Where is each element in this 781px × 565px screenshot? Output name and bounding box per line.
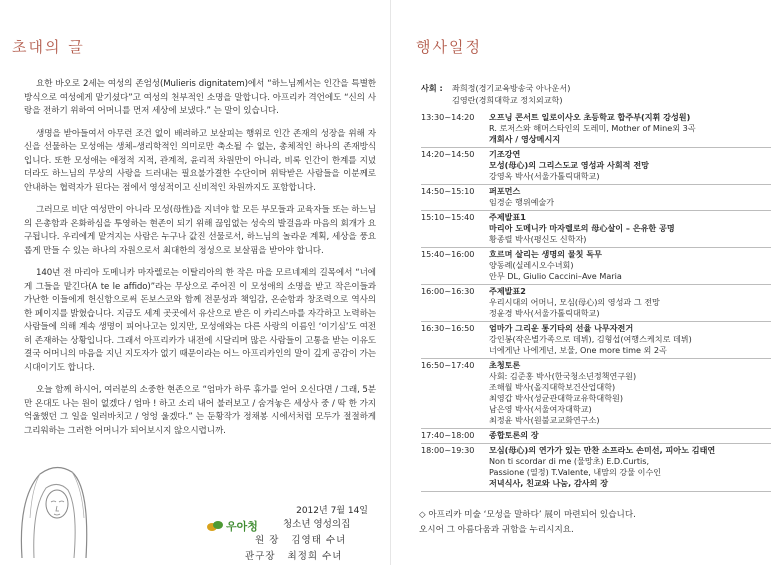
schedule-time: 15:40~16:00 bbox=[421, 249, 475, 259]
schedule-time: 16:50~17:40 bbox=[421, 360, 475, 370]
schedule-line: 너에게난 나에게넌, 보물, One more time 외 2곡 bbox=[489, 345, 667, 355]
invitation-paragraph: 그러므로 비단 여성만이 아니라 모성(母性)을 지녀야 할 모든 부모들과 교육자들 또는 하느님의 은총함과 온화하심을 투영하는 현존이 되기 위해 끊임없는 성숙의 발걸음과 마음의 회개가 요구됩니다. 우리에게 맡겨지는 사람은 누구나 값진 선물로서, 하느님의 놀라운 계획, 세상을 풍요롭게 만들 수 있는 하나의 자원으로서 최대한의 정성으로 보살핌을 받아야 합니다. bbox=[24, 205, 376, 256]
schedule-line: 정윤경 박사(서울가톨릭대학교) bbox=[489, 308, 600, 318]
schedule-entry bbox=[421, 322, 771, 359]
schedule-line: 모심(母心)의 연가가 있는 만찬 소프라노 손미선, 피아노 김태연 bbox=[489, 445, 716, 455]
schedule-entry bbox=[421, 444, 771, 492]
schedule-line: 주제발표2 bbox=[489, 286, 526, 296]
schedule-line: 황종렬 박사(평신도 신학자) bbox=[489, 234, 587, 244]
schedule-line: 마리아 도메니카 마자렐로의 母心살이 – 은유한 공명 bbox=[489, 223, 675, 233]
schedule-entry bbox=[421, 285, 771, 322]
schedule-details bbox=[489, 212, 771, 245]
letter-date: 2012년 7월 14일 bbox=[296, 506, 368, 516]
schedule-time: 15:10~15:40 bbox=[421, 212, 475, 222]
signature-provincial bbox=[245, 548, 342, 562]
moderator-line bbox=[421, 94, 771, 106]
schedule-line: 초청토론 bbox=[489, 360, 521, 370]
note-line: ◇ 아프리카 미술 ‘모성을 말하다’ 展이 마련되어 있습니다. bbox=[419, 510, 636, 520]
signature-role: 원 장 bbox=[255, 535, 280, 546]
schedule-details bbox=[489, 360, 771, 426]
invitation-page bbox=[0, 0, 390, 565]
schedule-details bbox=[489, 445, 771, 489]
program-page bbox=[391, 0, 781, 565]
moderator-name: 김영란(경희대학교 정치외교학) bbox=[452, 95, 563, 105]
schedule-details bbox=[489, 112, 771, 145]
schedule-details bbox=[489, 186, 771, 208]
schedule-line: 종합토론의 장 bbox=[489, 430, 539, 440]
schedule bbox=[421, 82, 771, 492]
invitation-paragraph: 140년 전 마리아 도메니카 마자렐로는 이탈리아의 한 작은 마을 모르네제의 길목에서 “너에게 그들을 맡긴다(A te le affido)”라는 무상으로 주어진 이 모성애의 소명을 받고 작은이들과 가난한 이들에게 헌신함으로써 돈보스코와 함께 전문성과 책임감, 온순함과 창조력으로 역사의 한 페이지를 밝혔습니다. 지금도 세계 곳곳에서 유산으로 받은 이 카리스마를 자각하고 노력하는 사람들에 의해 계속 생명이 피어나고는 있지만, 모성애와는 다른 사랑의 이름인 ‘이기심’도 여전히 존재하는 상황입니다. 그래서 아프리카가 내전에 시달리며 많은 사람들이 고통을 받는 이유도 결국 어머니의 마음을 지닌 지도자가 없기 때문이라는 어느 아프리카인의 말이 깊게 공감이 가는 시대이기도 합니다. bbox=[24, 268, 376, 373]
logo-wordmark: 우아청 bbox=[226, 520, 258, 533]
schedule-line: 남은영 박사(서울여자대학교) bbox=[489, 404, 592, 414]
schedule-line: 저녁식사, 친교와 나눔, 감사의 장 bbox=[489, 478, 609, 488]
note-line: 오시어 그 아름다움과 귀함을 누리시지요. bbox=[419, 525, 574, 535]
invitation-paragraph: 요한 바오로 2세는 여성의 존엄성(Mulieris dignitatem)에서 “하느님께서는 인간을 특별한 방식으로 여성에게 맡기셨다”고 여성의 천부적인 소명을 말합니다. 아프리카 격언에도 “신의 사랑을 전하기 위하여 어머니를 먼저 세상에 보냈다.” 는 말이 있습니다. bbox=[24, 79, 376, 116]
schedule-time: 13:30~14:20 bbox=[421, 112, 475, 122]
schedule-line: 엄마가 그리운 통기타의 선율 나무자전거 bbox=[489, 323, 634, 333]
schedule-details bbox=[489, 249, 771, 282]
moderator-line bbox=[421, 82, 771, 94]
exhibition-note bbox=[419, 508, 636, 538]
mother-portrait-illustration bbox=[12, 458, 98, 560]
schedule-time: 14:50~15:10 bbox=[421, 186, 475, 196]
schedule-line: 조해월 박사(올지대학보건산업대학) bbox=[489, 382, 616, 392]
schedule-time: 18:00~19:30 bbox=[421, 445, 475, 455]
invitation-paragraph: 오늘 함께 하시어, 여러분의 소중한 현존으로 “엄마가 하루 휴가를 얻어 오신다면 / 그래, 5분만 온대도 나는 원이 없겠다 / 엄마 ! 하고 소리 내어 불러보고 / 숨겨놓은 세상사 중 / 딱 한 가지 억울했던 그 일을 일러바치고 / 엉엉 울겠다.” 는 둔황작가 정채봉 시에서처럼 모두가 절절하게 그리워하는 그러한 어머니가 되어보시지 않으시렵니까. bbox=[24, 385, 376, 436]
schedule-time: 16:30~16:50 bbox=[421, 323, 475, 333]
schedule-line: 퍼포먼스 bbox=[489, 186, 521, 196]
schedule-line: 기조강연 bbox=[489, 149, 521, 159]
schedule-details bbox=[489, 430, 771, 441]
signature-role: 관구장 bbox=[245, 551, 276, 562]
schedule-line: 강영옥 박사(서울가톨릭대학교) bbox=[489, 171, 600, 181]
schedule-entry bbox=[421, 248, 771, 285]
schedule-list bbox=[421, 111, 771, 492]
schedule-time: 16:00~16:30 bbox=[421, 286, 475, 296]
schedule-line: 강인봉(작은별가족으로 데뷔), 김형섭(여행스케치로 데뷔) bbox=[489, 334, 692, 344]
schedule-entry bbox=[421, 185, 771, 211]
schedule-line: 우리시대의 어머니, 모심(母心)의 영성과 그 전망 bbox=[489, 297, 660, 307]
program-heading: 행사일정 bbox=[416, 38, 482, 56]
schedule-line: 모성(母心)의 그리스도교 영성과 사회적 전망 bbox=[489, 160, 649, 170]
signature-name: 최정희 수녀 bbox=[287, 551, 343, 562]
schedule-line: 안무 DL, Giulio Caccini–Ave Maria bbox=[489, 271, 622, 281]
organization-logo bbox=[206, 518, 258, 534]
schedule-line: 양동례(실레시오수녀회) bbox=[489, 260, 574, 270]
schedule-time: 17:40~18:00 bbox=[421, 430, 475, 440]
schedule-details bbox=[489, 323, 771, 356]
leaf-logo-icon bbox=[206, 519, 224, 533]
schedule-entry bbox=[421, 429, 771, 444]
schedule-line: 최영갑 박사(성균관대학교유학대학원) bbox=[489, 393, 623, 403]
signature-name: 김영태 수녀 bbox=[291, 535, 347, 546]
schedule-line: 임경순 행위예술가 bbox=[489, 197, 555, 207]
schedule-line: Non ti scordar di me (물망초) E.D.Curtis, bbox=[489, 456, 650, 466]
invitation-paragraph: 생명을 받아들여서 아무런 조건 없이 배려하고 보살피는 행위로 인간 존재의 성장을 위해 자신을 선물하는 모성애는 생체–생리학적인 의미로만 축소될 수 없는, 총체적인 하나의 존재방식입니다. 또한 모성애는 애정적 지적, 관계적, 윤리적 차원만이 아니라, 비록 인간이 한계를 지녔더라도 하느님의 무상의 사랑을 드러내는 필요불가결한 수단이며 위탁받은 사람들을 이분께로 안내하는 협력자가 된다는 점에서 영성적이고 신비적인 차원까지도 포함합니다. bbox=[24, 128, 376, 193]
schedule-entry bbox=[421, 359, 771, 429]
schedule-entry bbox=[421, 148, 771, 185]
invitation-heading: 초대의 글 bbox=[12, 38, 85, 56]
schedule-line: R. 로저스와 해머스타인의 도레미, Mother of Mine외 3곡 bbox=[489, 123, 696, 133]
schedule-entry bbox=[421, 211, 771, 248]
schedule-line: 개회사 / 영상메시지 bbox=[489, 134, 561, 144]
schedule-time: 14:20~14:50 bbox=[421, 149, 475, 159]
schedule-details bbox=[489, 286, 771, 319]
schedule-line: 사회: 김준홍 박사(한국청소년정책연구원) bbox=[489, 371, 637, 381]
moderator-name: 좌희정(경기교육방송국 아나운서) bbox=[452, 83, 571, 93]
schedule-details bbox=[489, 149, 771, 182]
schedule-line: 오프닝 콘서트 일로이사오 초등학교 합주부(지휘 강성원) bbox=[489, 112, 691, 122]
signature-director bbox=[255, 532, 346, 546]
schedule-entry bbox=[421, 111, 771, 148]
moderator-label: 사회 : bbox=[421, 83, 443, 93]
schedule-line: Passione (열정) T.Valente, 내맘의 강물 이수인 bbox=[489, 467, 662, 477]
schedule-line: 흐르며 살리는 생명의 물칫 독무 bbox=[489, 249, 602, 259]
invitation-body bbox=[24, 78, 376, 447]
organization-name: 청소년 영성의집 bbox=[283, 519, 351, 530]
schedule-line: 최정윤 박사(원불교교화연구소) bbox=[489, 415, 600, 425]
schedule-line: 주제발표1 bbox=[489, 212, 526, 222]
